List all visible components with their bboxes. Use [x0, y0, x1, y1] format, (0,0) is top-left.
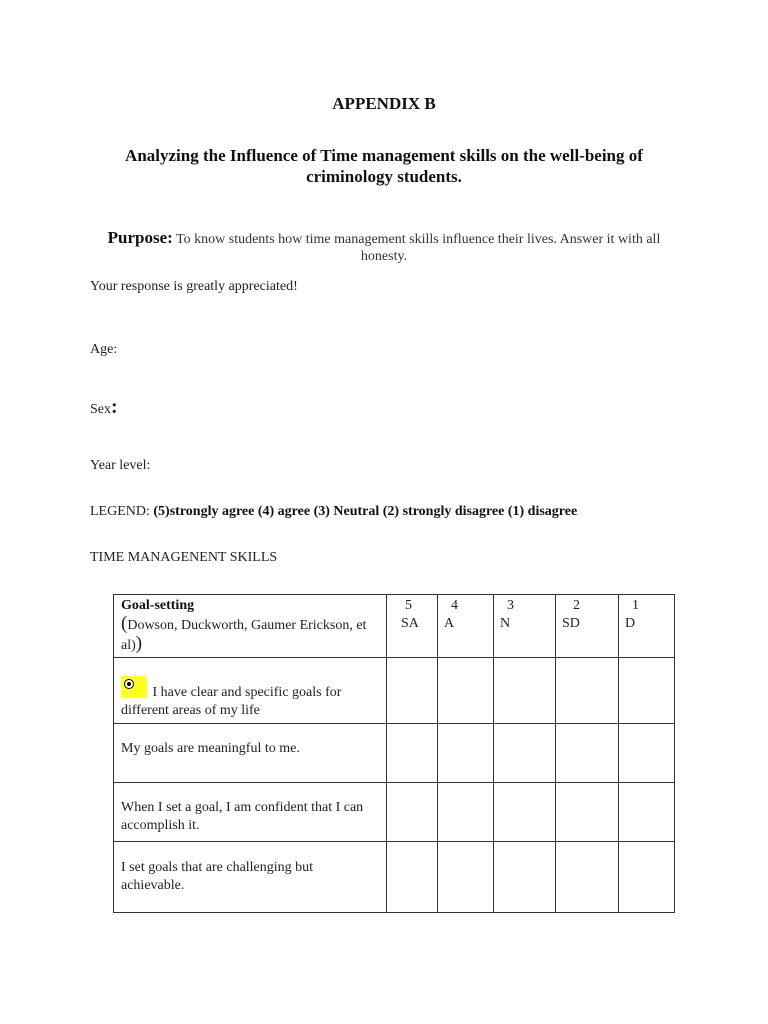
scale-header-5	[387, 595, 438, 658]
answer-cell-1[interactable]	[619, 842, 675, 913]
answer-cell-3[interactable]	[494, 783, 556, 842]
table-row	[114, 658, 675, 724]
scale-number: 2	[573, 598, 580, 613]
scale-abbr: SA	[401, 616, 419, 631]
question-text: When I set a goal, I am confident that I can accomplish it.	[121, 800, 364, 833]
category-title: Goal-setting	[121, 598, 195, 613]
table-header-row	[114, 595, 675, 658]
answer-cell-3[interactable]	[494, 842, 556, 913]
category-header-cell	[114, 595, 387, 658]
question-cell	[114, 658, 387, 724]
table-row	[114, 842, 675, 913]
legend-label: LEGEND:	[90, 504, 150, 519]
scale-header-4	[438, 595, 494, 658]
scale-header-3	[494, 595, 556, 658]
sex-field-label	[90, 396, 118, 419]
answer-cell-1[interactable]	[619, 724, 675, 783]
answer-cell-4[interactable]	[438, 658, 494, 724]
answer-cell-2[interactable]	[556, 658, 619, 724]
answer-cell-4[interactable]	[438, 842, 494, 913]
question-cell	[114, 724, 387, 783]
table-row	[114, 724, 675, 783]
answer-cell-1[interactable]	[619, 783, 675, 842]
scale-number: 5	[405, 598, 412, 613]
section-title: TIME MANAGENENT SKILLS	[90, 550, 278, 565]
appendix-heading: APPENDIX B	[332, 94, 436, 113]
sex-colon: :	[111, 396, 118, 418]
question-text: My goals are meaningful to me.	[121, 741, 300, 756]
table-row	[114, 783, 675, 842]
purpose-paragraph	[90, 229, 678, 265]
purpose-label: Purpose:	[107, 228, 173, 247]
question-text: I have clear and specific goals for different areas of my life	[121, 676, 379, 720]
question-cell	[114, 783, 387, 842]
answer-cell-2[interactable]	[556, 724, 619, 783]
answer-cell-2[interactable]	[556, 783, 619, 842]
legend	[90, 504, 577, 520]
category-source: (Dowson, Duckworth, Gaumer Erickson, et al))	[121, 613, 367, 654]
answer-cell-5[interactable]	[387, 842, 438, 913]
scale-abbr: SD	[562, 616, 580, 631]
legend-text: (5)strongly agree (4) agree (3) Neutral (2) strongly disagree (1) disagree	[153, 504, 578, 519]
age-field-label: Age:	[90, 342, 118, 357]
answer-cell-3[interactable]	[494, 658, 556, 724]
answer-cell-3[interactable]	[494, 724, 556, 783]
answer-cell-4[interactable]	[438, 783, 494, 842]
question-cell	[114, 842, 387, 913]
answer-cell-4[interactable]	[438, 724, 494, 783]
scale-abbr: A	[444, 616, 455, 631]
scale-abbr: D	[625, 616, 636, 631]
answer-cell-1[interactable]	[619, 658, 675, 724]
scale-number: 3	[507, 598, 514, 613]
answer-cell-5[interactable]	[387, 658, 438, 724]
sex-label: Sex	[90, 402, 111, 417]
scale-header-1	[619, 595, 675, 658]
year-level-field-label: Year level:	[90, 458, 151, 473]
appreciation-text: Your response is greatly appreciated!	[90, 279, 298, 294]
purpose-text: To know students how time management skills influence their lives. Answer it with all honesty.	[176, 232, 661, 264]
document-title: Analyzing the Influence of Time management skills on the well-being of criminology students.	[125, 146, 643, 186]
answer-cell-5[interactable]	[387, 724, 438, 783]
answer-cell-5[interactable]	[387, 783, 438, 842]
scale-number: 1	[632, 598, 639, 613]
survey-table	[113, 594, 675, 913]
radio-marker-icon	[121, 676, 147, 698]
answer-cell-2[interactable]	[556, 842, 619, 913]
scale-number: 4	[451, 598, 458, 613]
scale-abbr: N	[500, 616, 511, 631]
scale-header-2	[556, 595, 619, 658]
question-text: I set goals that are challenging but achievable.	[121, 860, 314, 893]
